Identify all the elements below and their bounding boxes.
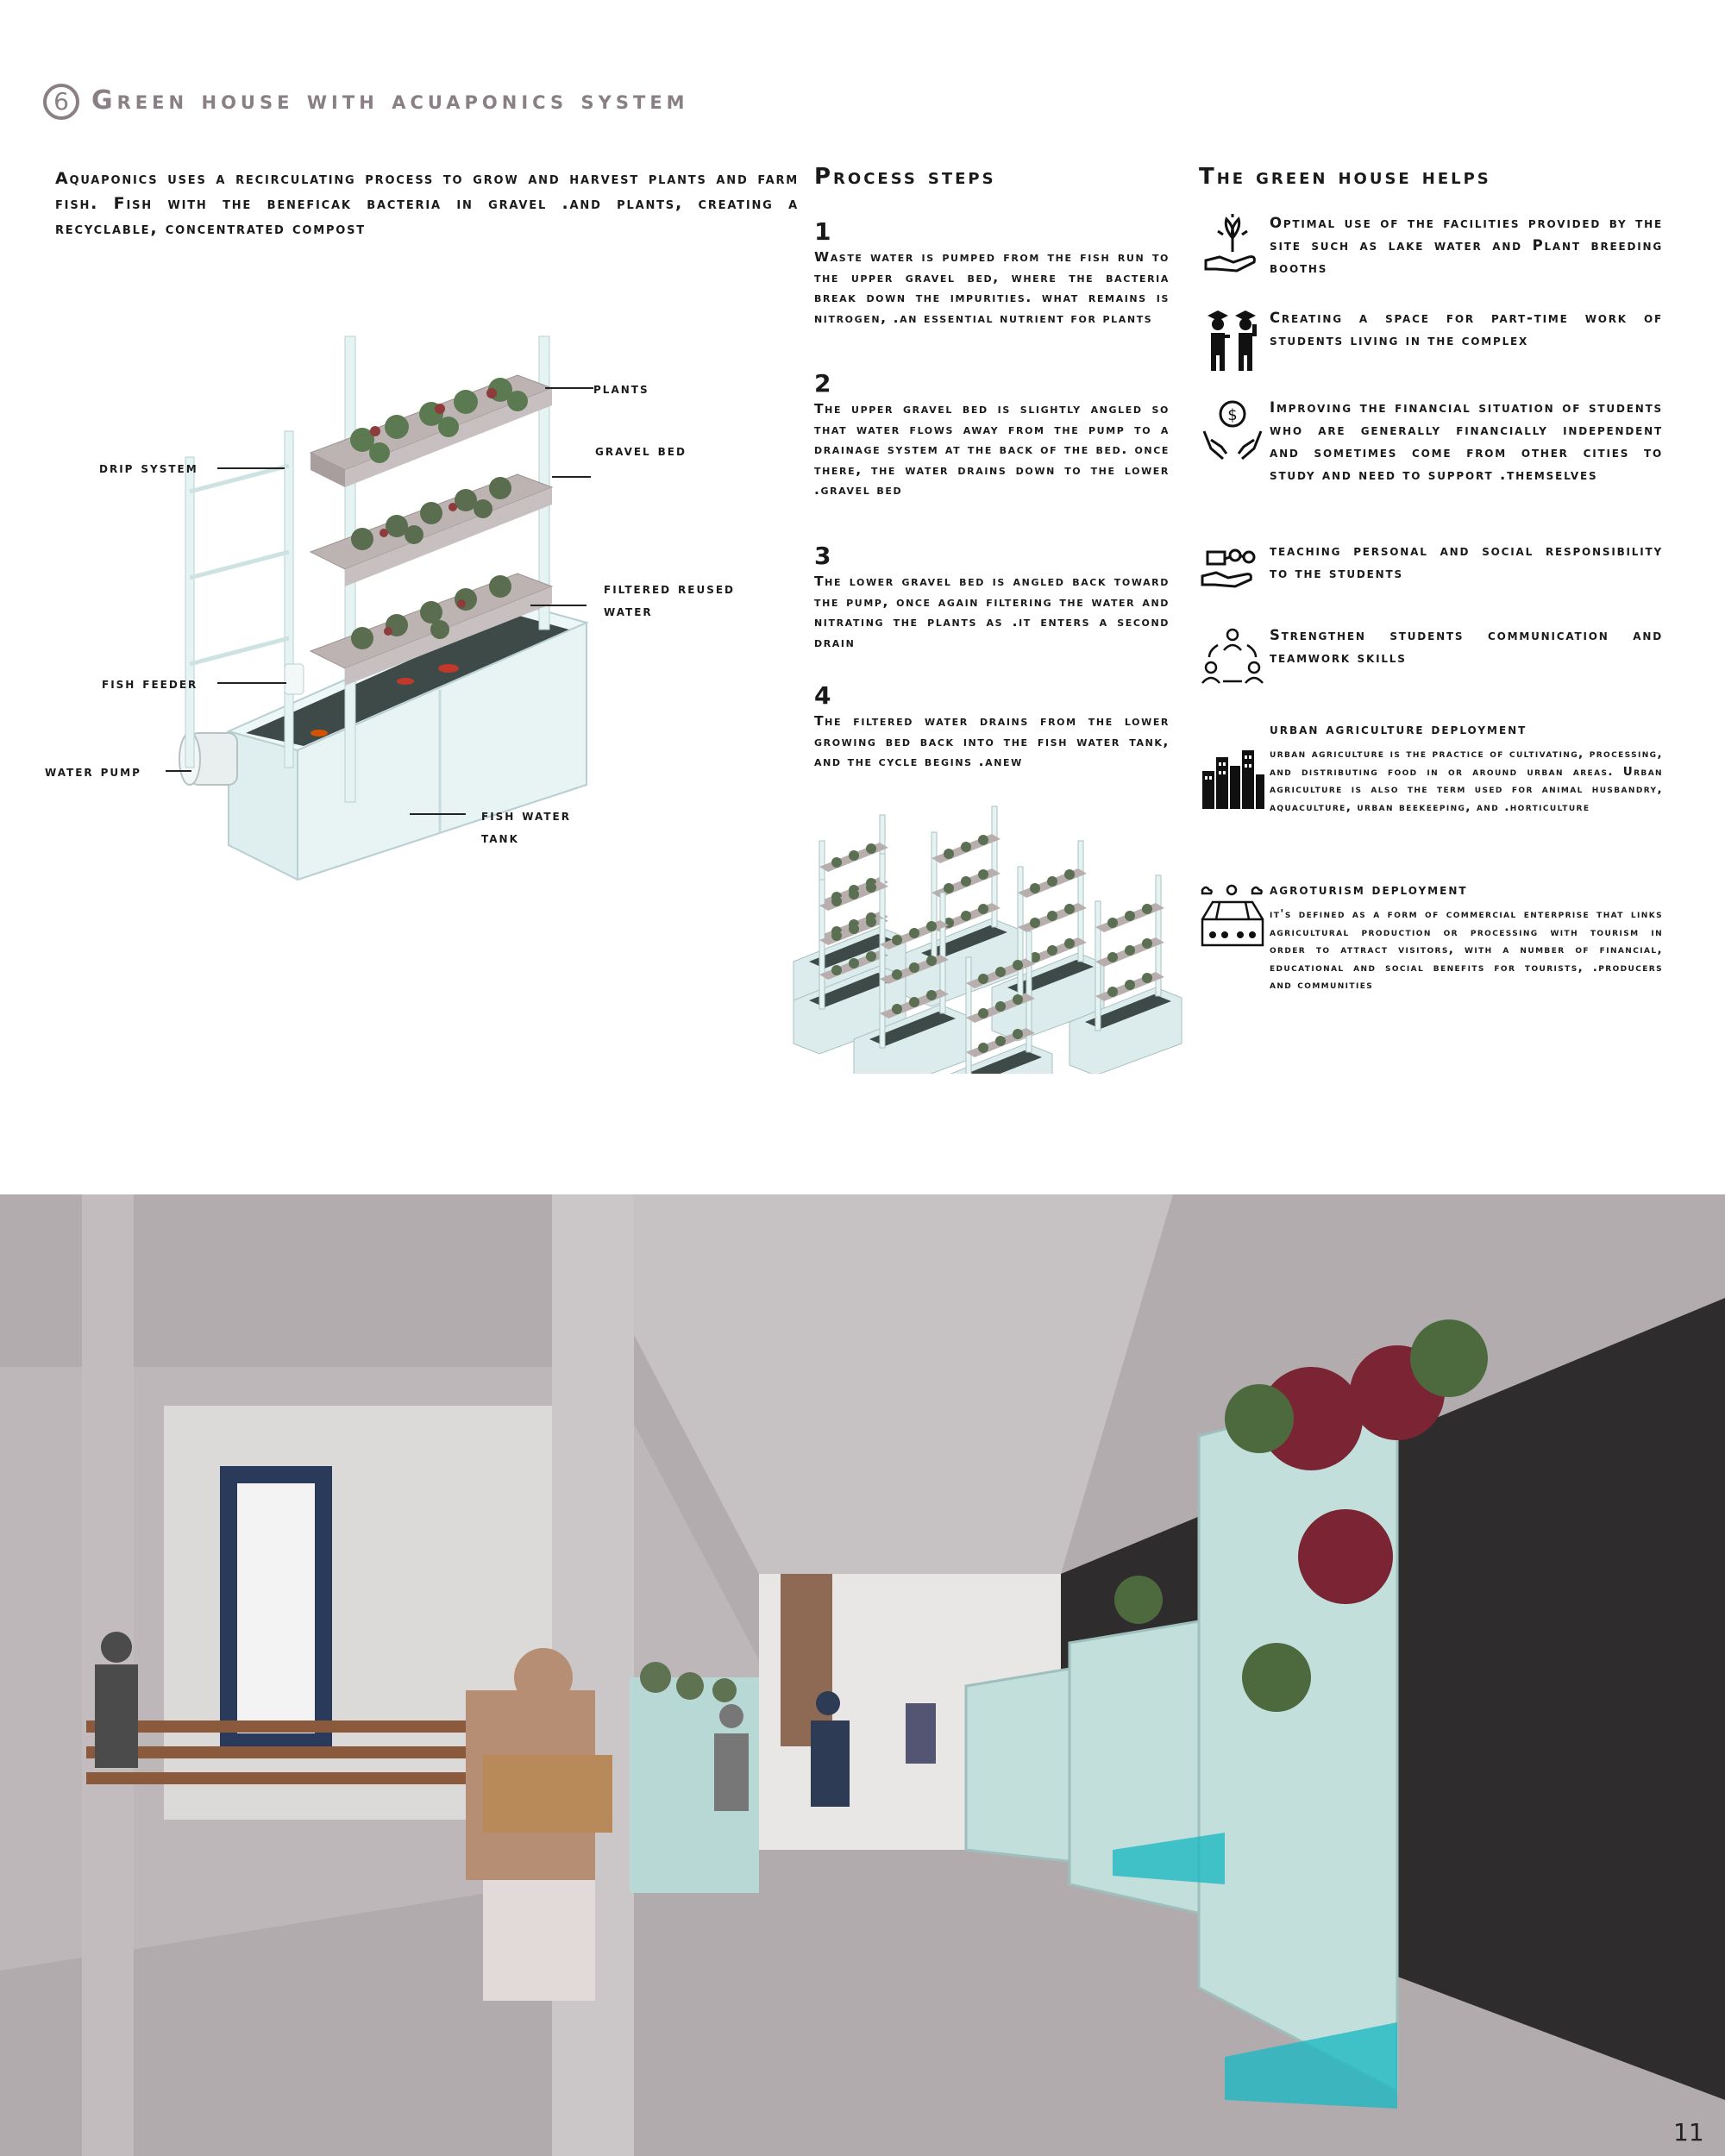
step-text: Waste water is pumped from the fish run to the upper gravel bed, where the bacteria break down the impurities. what remains is nitrogen, .an essential nutrient for plants — [814, 249, 1170, 326]
label-filtered-water: filtered reused water — [604, 580, 736, 620]
step-number: 2 — [814, 369, 831, 398]
greenhouse-interior-rendering — [0, 1194, 1725, 2156]
students-icon — [1199, 307, 1266, 374]
units-cluster-illustration — [785, 789, 1199, 1074]
label-fish-tank: fish water tank — [481, 807, 571, 847]
team-icon — [1199, 624, 1266, 692]
help-text: Optimal use of the facilities provided by the site such as lake water and Plant breeding booths — [1270, 215, 1663, 276]
agro-text: it's defined as a form of commercial enterprise that links agricultural production or processing with tourism in order to attract visitors, with a number of financial, educational and social benefits for tourists, .producers and communities — [1270, 907, 1663, 992]
label-drip-system: drip system — [99, 460, 198, 477]
label-plants: plants — [593, 380, 649, 398]
helps-heading: The green house helps — [1199, 164, 1491, 190]
greenhouse-helps — [1199, 164, 1665, 992]
money-hands-icon — [1199, 397, 1266, 464]
process-heading: Process steps — [814, 164, 996, 190]
help-text: Improving the financial situation of students who are generally financially independent and sometimes come from other cities to study and need to support .themselves — [1270, 399, 1663, 483]
urban-title: urban agriculture deployment — [1270, 721, 1527, 737]
city-icon — [1199, 745, 1266, 812]
responsibility-hand-icon — [1199, 540, 1266, 607]
svg-text:$: $ — [1227, 406, 1238, 424]
process-steps — [814, 164, 1170, 769]
help-text: teaching personal and social responsibility to the students — [1270, 542, 1663, 581]
process-step — [814, 681, 1170, 773]
step-text: The upper gravel bed is slightly angled so that water flows away from the pump to a drainage system at the back of the bed. once there, the water drains down to the lower .gravel bed — [814, 401, 1170, 498]
urban-text: urban agriculture is the practice of cultivating, processing, and distributing food in or around urban areas. Urban agriculture is also the term used for animal husbandry, aquaculture, urban beekeeping, and .horticulture — [1270, 747, 1663, 814]
label-fish-feeder: fish feeder — [102, 675, 198, 693]
process-step — [814, 217, 1170, 329]
step-number: 1 — [814, 217, 831, 246]
hand-plant-icon — [1199, 212, 1266, 279]
intro-text: Aquaponics uses a recirculating process to grow and harvest plants and farm fish. Fish with the beneficak bacteria in gravel .and plants, creating a recyclable, concentrated compost — [55, 169, 799, 238]
page-number: 11 — [1673, 2118, 1704, 2147]
aquaponics-diagram — [34, 319, 794, 906]
label-water-pump: water pump — [45, 763, 141, 780]
step-text: The lower gravel bed is angled back toward the pump, once again filtering the water and nitrating the plants as .it enters a second drain — [814, 573, 1170, 650]
greenhouse-weather-icon — [1199, 881, 1266, 949]
step-number: 3 — [814, 542, 831, 570]
label-gravel-bed: gravel bed — [595, 442, 687, 460]
process-step — [814, 542, 1170, 653]
section-title: Green house with acuaponics system — [91, 85, 689, 116]
step-text: The filtered water drains from the lower growing bed back into the fish water tank, and the cycle begins .anew — [814, 713, 1170, 769]
section-number: 6 — [43, 84, 79, 120]
agro-title: agroturism deployment — [1270, 881, 1468, 898]
process-step — [814, 369, 1170, 501]
help-text: Creating a space for part-time work of students living in the complex — [1270, 310, 1663, 348]
step-number: 4 — [814, 681, 831, 710]
help-text: Strengthen students communication and teamwork skills — [1270, 627, 1663, 666]
